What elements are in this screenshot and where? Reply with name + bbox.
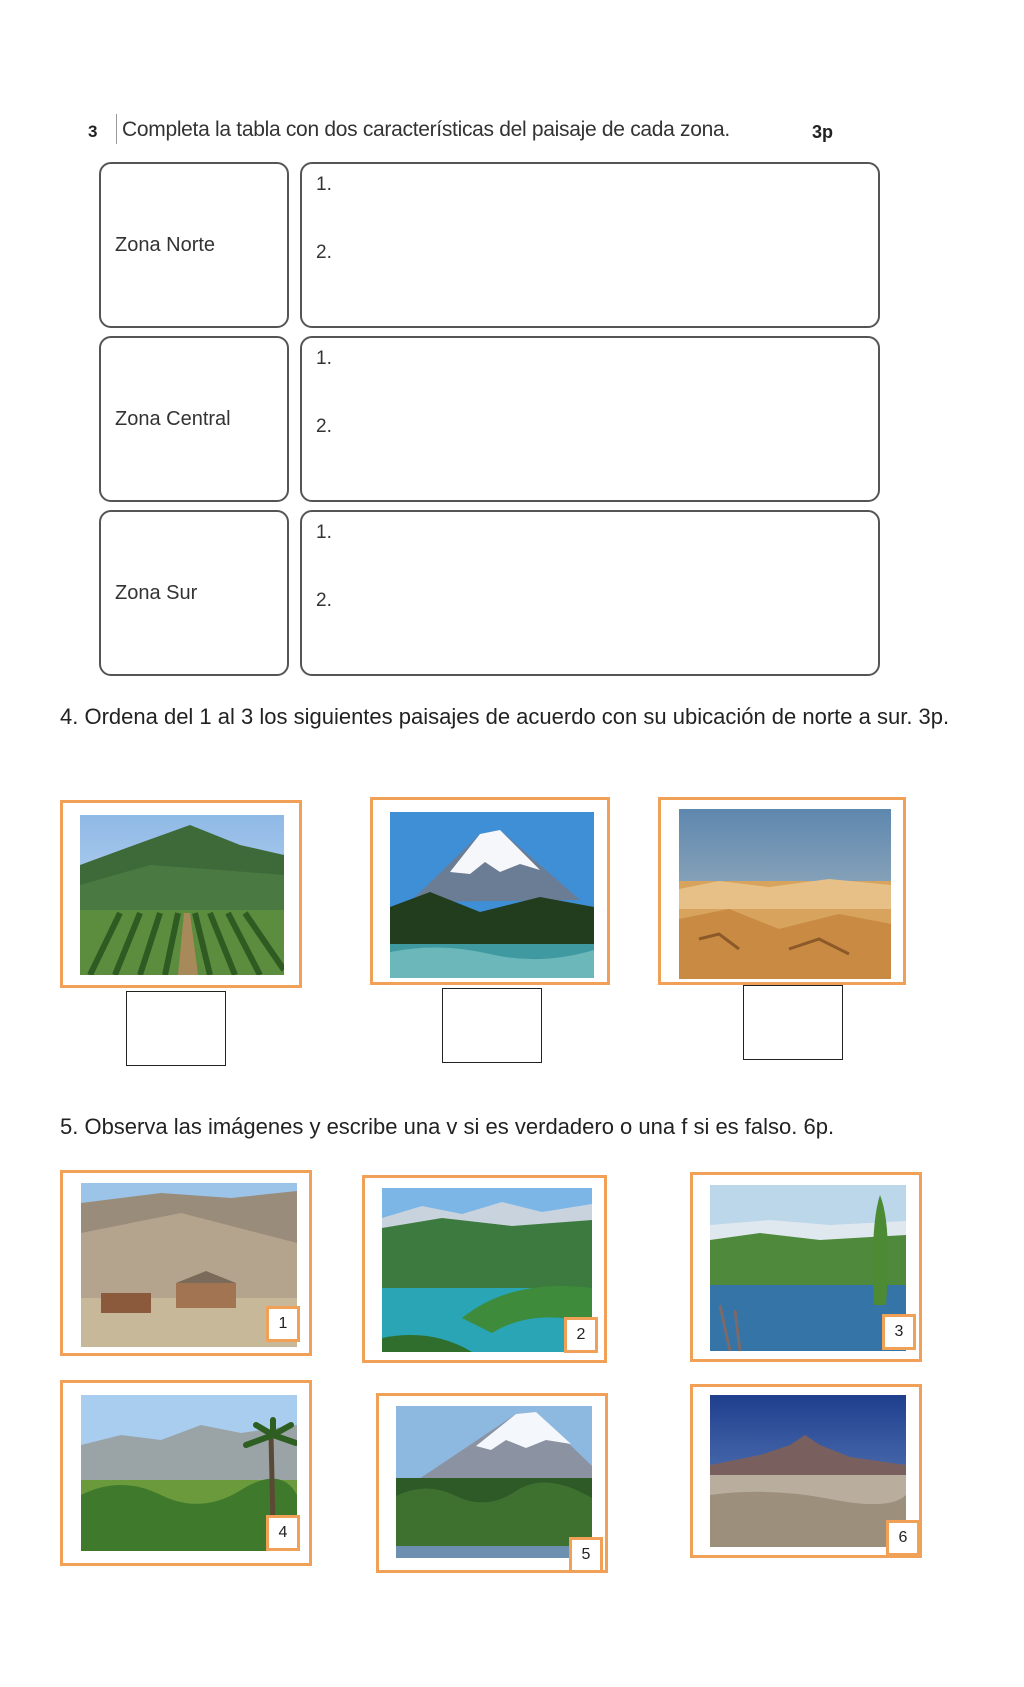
volcano-forest-photo <box>396 1406 592 1558</box>
question-4-instruction: 4. Ordena del 1 al 3 los siguientes paisajes de acuerdo con su ubicación de norte a sur. 3p. <box>60 704 950 729</box>
zone-label-norte <box>99 162 289 328</box>
answer-line-2: 2. <box>316 242 332 263</box>
q5-label-2: 2 <box>564 1317 598 1353</box>
zone-name: Zona Norte <box>115 233 216 256</box>
q5-label-5: 5 <box>569 1537 603 1573</box>
q5-photo-frame-2 <box>362 1175 607 1363</box>
q5-photo-frame-4 <box>60 1380 312 1566</box>
volcano-river-photo <box>390 812 594 978</box>
q4-answer-box-1[interactable] <box>126 991 226 1066</box>
q4-photo-frame-3 <box>658 797 906 985</box>
question-3-instruction: Completa la tabla con dos características del paisaje de cada zona. <box>122 118 730 141</box>
q5-label-4: 4 <box>266 1515 300 1551</box>
lake-poplar-photo <box>710 1185 906 1351</box>
q4-photo-frame-2 <box>370 797 610 985</box>
question-5-instruction: 5. Observa las imágenes y escribe una v si es verdadero o una f si es falso. 6p. <box>60 1114 835 1139</box>
answer-line-1: 1. <box>316 522 332 543</box>
zone-label-central <box>99 336 289 502</box>
q4-answer-box-2[interactable] <box>442 988 542 1063</box>
altiplano-volcano-photo <box>710 1395 906 1547</box>
q5-photo-frame-3 <box>690 1172 922 1362</box>
zone-answer-sur[interactable] <box>300 510 880 676</box>
zone-label-sur <box>99 510 289 676</box>
zone-answer-central[interactable] <box>300 336 880 502</box>
zone-name: Zona Sur <box>115 581 198 604</box>
answer-line-2: 2. <box>316 416 332 437</box>
vineyard-photo <box>80 815 284 975</box>
q5-label-6: 6 <box>886 1520 920 1556</box>
question-3-divider <box>116 114 117 144</box>
q5-photo-frame-6 <box>690 1384 922 1558</box>
answer-line-2: 2. <box>316 590 332 611</box>
palm-valley-photo <box>81 1395 297 1551</box>
zone-answer-norte[interactable] <box>300 162 880 328</box>
zone-name: Zona Central <box>115 407 231 430</box>
answer-line-1: 1. <box>316 174 332 195</box>
question-3-number: 3 <box>88 122 98 141</box>
q4-answer-box-3[interactable] <box>743 985 843 1060</box>
question-3-points: 3p <box>812 122 834 142</box>
q5-photo-frame-5 <box>376 1393 608 1573</box>
q5-label-3: 3 <box>882 1314 916 1350</box>
q5-photo-frame-1 <box>60 1170 312 1356</box>
q5-label-1: 1 <box>266 1306 300 1342</box>
desert-photo <box>679 809 891 979</box>
answer-line-1: 1. <box>316 348 332 369</box>
lake-forest-photo <box>382 1188 592 1352</box>
highland-village-photo <box>81 1183 297 1347</box>
q4-photo-frame-1 <box>60 800 302 988</box>
